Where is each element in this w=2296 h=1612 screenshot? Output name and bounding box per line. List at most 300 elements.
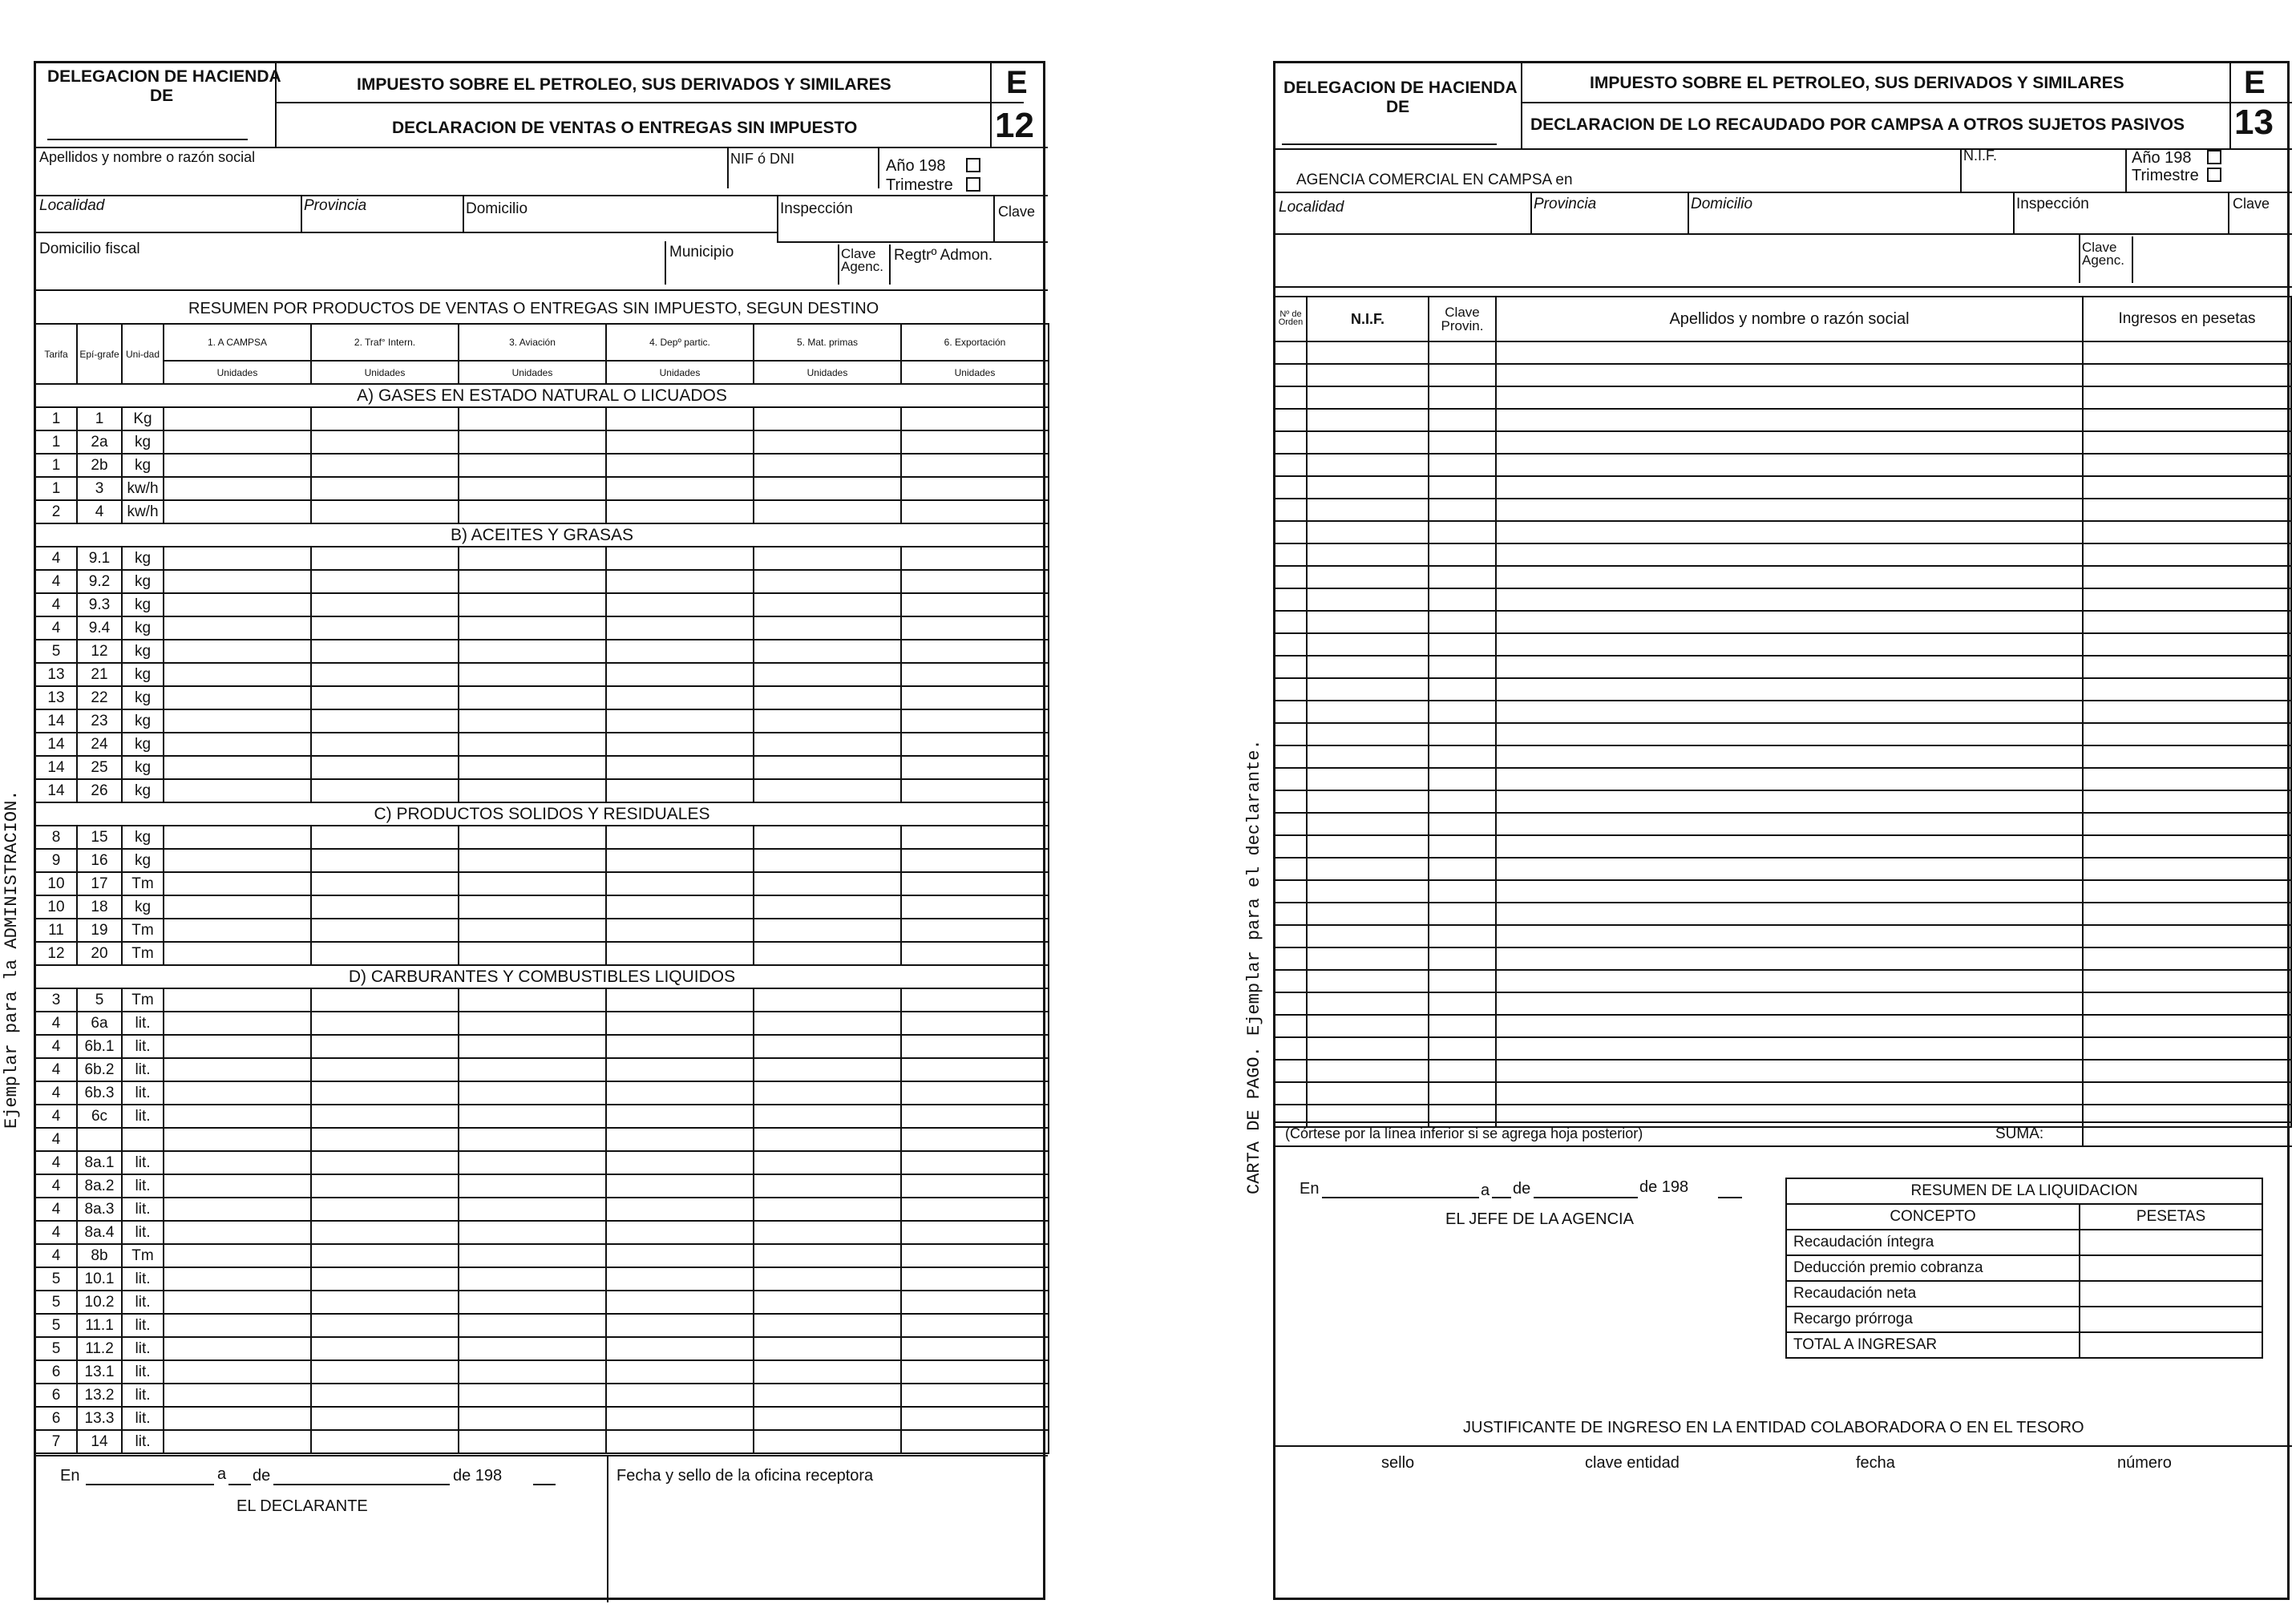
register-cell[interactable] [1275,386,1307,409]
quantity-cell[interactable] [459,593,606,616]
quantity-cell[interactable] [606,1081,754,1105]
register-cell[interactable] [1307,1082,1429,1105]
quantity-cell[interactable] [606,1012,754,1035]
quantity-cell[interactable] [754,872,901,895]
register-cell[interactable] [1429,588,1496,611]
register-cell[interactable] [1429,947,1496,970]
quantity-cell[interactable] [901,1128,1049,1151]
quantity-cell[interactable] [901,640,1049,663]
quantity-cell[interactable] [459,477,606,500]
quantity-cell[interactable] [754,1035,901,1058]
register-cell[interactable] [1496,858,2083,880]
register-cell[interactable] [1275,431,1307,454]
quantity-cell[interactable] [164,1105,311,1128]
quantity-cell[interactable] [901,1244,1049,1267]
register-cell[interactable] [1307,880,1429,903]
quantity-cell[interactable] [164,1267,311,1291]
register-cell[interactable] [1496,835,2083,858]
quantity-cell[interactable] [164,593,311,616]
register-cell[interactable] [1307,1105,1429,1127]
quantity-cell[interactable] [311,1337,459,1360]
quantity-cell[interactable] [606,872,754,895]
register-cell[interactable] [1275,745,1307,768]
quantity-cell[interactable] [459,895,606,919]
quantity-cell[interactable] [901,407,1049,430]
quantity-cell[interactable] [459,686,606,709]
quantity-cell[interactable] [606,1221,754,1244]
register-cell[interactable] [1429,386,1496,409]
quantity-cell[interactable] [311,640,459,663]
quantity-cell[interactable] [459,988,606,1012]
register-cell[interactable] [1496,992,2083,1015]
register-cell[interactable] [1429,835,1496,858]
quantity-cell[interactable] [164,407,311,430]
register-cell[interactable] [2083,386,2291,409]
register-cell[interactable] [1496,386,2083,409]
trimestre-checkbox[interactable] [2207,168,2221,182]
register-cell[interactable] [1275,1105,1307,1127]
quantity-cell[interactable] [459,616,606,640]
quantity-cell[interactable] [164,1035,311,1058]
register-cell[interactable] [1496,588,2083,611]
quantity-cell[interactable] [606,500,754,523]
register-cell[interactable] [1496,947,2083,970]
register-cell[interactable] [2083,813,2291,835]
quantity-cell[interactable] [754,477,901,500]
register-cell[interactable] [1429,476,1496,499]
quantity-cell[interactable] [606,733,754,756]
quantity-cell[interactable] [606,779,754,802]
register-cell[interactable] [1275,701,1307,723]
quantity-cell[interactable] [164,616,311,640]
quantity-cell[interactable] [311,430,459,454]
register-cell[interactable] [2083,768,2291,790]
quantity-cell[interactable] [164,1174,311,1198]
register-cell[interactable] [1275,970,1307,992]
quantity-cell[interactable] [311,895,459,919]
quantity-cell[interactable] [901,733,1049,756]
register-cell[interactable] [1307,768,1429,790]
register-cell[interactable] [1307,701,1429,723]
quantity-cell[interactable] [311,570,459,593]
register-cell[interactable] [1429,431,1496,454]
quantity-cell[interactable] [901,616,1049,640]
quantity-cell[interactable] [311,663,459,686]
register-cell[interactable] [2083,341,2291,364]
quantity-cell[interactable] [311,1151,459,1174]
register-cell[interactable] [2083,1082,2291,1105]
quantity-cell[interactable] [459,779,606,802]
register-cell[interactable] [1429,1105,1496,1127]
register-cell[interactable] [2083,880,2291,903]
register-cell[interactable] [1307,543,1429,566]
quantity-cell[interactable] [311,686,459,709]
quantity-cell[interactable] [459,1384,606,1407]
register-cell[interactable] [2083,431,2291,454]
quantity-cell[interactable] [459,1198,606,1221]
quantity-cell[interactable] [164,1128,311,1151]
quantity-cell[interactable] [459,709,606,733]
quantity-cell[interactable] [311,1314,459,1337]
quantity-cell[interactable] [606,709,754,733]
quantity-cell[interactable] [311,1221,459,1244]
quantity-cell[interactable] [311,779,459,802]
register-cell[interactable] [1307,454,1429,476]
quantity-cell[interactable] [754,1151,901,1174]
register-cell[interactable] [1275,1082,1307,1105]
register-cell[interactable] [2083,1060,2291,1082]
register-cell[interactable] [1496,701,2083,723]
quantity-cell[interactable] [901,1198,1049,1221]
quantity-cell[interactable] [164,686,311,709]
liq-pesetas-cell[interactable] [2080,1307,2262,1332]
quantity-cell[interactable] [164,942,311,965]
quantity-cell[interactable] [754,1012,901,1035]
quantity-cell[interactable] [459,1128,606,1151]
quantity-cell[interactable] [459,733,606,756]
register-cell[interactable] [2083,992,2291,1015]
quantity-cell[interactable] [311,1058,459,1081]
register-cell[interactable] [1496,409,2083,431]
register-cell[interactable] [1496,1015,2083,1037]
quantity-cell[interactable] [754,1105,901,1128]
register-cell[interactable] [1307,566,1429,588]
quantity-cell[interactable] [606,1430,754,1453]
quantity-cell[interactable] [754,454,901,477]
quantity-cell[interactable] [311,849,459,872]
quantity-cell[interactable] [459,1174,606,1198]
quantity-cell[interactable] [606,547,754,570]
quantity-cell[interactable] [311,1244,459,1267]
quantity-cell[interactable] [754,1291,901,1314]
register-cell[interactable] [1429,790,1496,813]
quantity-cell[interactable] [164,872,311,895]
quantity-cell[interactable] [311,1360,459,1384]
quantity-cell[interactable] [754,1407,901,1430]
register-cell[interactable] [1429,813,1496,835]
quantity-cell[interactable] [164,1081,311,1105]
quantity-cell[interactable] [754,686,901,709]
quantity-cell[interactable] [311,872,459,895]
register-cell[interactable] [1275,499,1307,521]
register-cell[interactable] [2083,566,2291,588]
quantity-cell[interactable] [754,1430,901,1453]
liq-pesetas-cell[interactable] [2080,1332,2262,1358]
quantity-cell[interactable] [606,593,754,616]
quantity-cell[interactable] [754,1198,901,1221]
liq-pesetas-cell[interactable] [2080,1281,2262,1307]
quantity-cell[interactable] [311,547,459,570]
quantity-cell[interactable] [901,1430,1049,1453]
quantity-cell[interactable] [459,849,606,872]
quantity-cell[interactable] [754,430,901,454]
register-cell[interactable] [1307,858,1429,880]
quantity-cell[interactable] [164,1314,311,1337]
register-cell[interactable] [1275,543,1307,566]
quantity-cell[interactable] [901,756,1049,779]
register-cell[interactable] [1429,454,1496,476]
ano-checkbox[interactable] [966,158,980,172]
register-cell[interactable] [1275,1037,1307,1060]
register-cell[interactable] [1275,723,1307,745]
quantity-cell[interactable] [311,407,459,430]
register-cell[interactable] [1275,835,1307,858]
quantity-cell[interactable] [606,1314,754,1337]
register-cell[interactable] [1429,409,1496,431]
quantity-cell[interactable] [164,1198,311,1221]
quantity-cell[interactable] [754,849,901,872]
register-cell[interactable] [2083,409,2291,431]
register-cell[interactable] [1307,947,1429,970]
register-cell[interactable] [2083,925,2291,947]
quantity-cell[interactable] [606,1360,754,1384]
quantity-cell[interactable] [754,663,901,686]
register-cell[interactable] [1307,1015,1429,1037]
register-cell[interactable] [1429,364,1496,386]
register-cell[interactable] [2083,1037,2291,1060]
liq-pesetas-cell[interactable] [2080,1230,2262,1255]
quantity-cell[interactable] [901,593,1049,616]
quantity-cell[interactable] [459,872,606,895]
quantity-cell[interactable] [311,1430,459,1453]
quantity-cell[interactable] [901,1314,1049,1337]
register-cell[interactable] [1496,768,2083,790]
quantity-cell[interactable] [754,500,901,523]
register-cell[interactable] [1496,1060,2083,1082]
quantity-cell[interactable] [606,686,754,709]
quantity-cell[interactable] [754,570,901,593]
quantity-cell[interactable] [459,1012,606,1035]
quantity-cell[interactable] [901,570,1049,593]
liq-pesetas-cell[interactable] [2080,1255,2262,1281]
quantity-cell[interactable] [164,756,311,779]
quantity-cell[interactable] [459,1151,606,1174]
quantity-cell[interactable] [164,1244,311,1267]
register-cell[interactable] [1429,745,1496,768]
quantity-cell[interactable] [901,1058,1049,1081]
register-cell[interactable] [1496,566,2083,588]
register-cell[interactable] [1275,880,1307,903]
register-cell[interactable] [2083,970,2291,992]
register-cell[interactable] [1429,903,1496,925]
register-cell[interactable] [1307,992,1429,1015]
quantity-cell[interactable] [901,1360,1049,1384]
register-cell[interactable] [1429,1060,1496,1082]
quantity-cell[interactable] [164,547,311,570]
quantity-cell[interactable] [459,1314,606,1337]
quantity-cell[interactable] [311,733,459,756]
quantity-cell[interactable] [164,1360,311,1384]
quantity-cell[interactable] [901,919,1049,942]
register-cell[interactable] [2083,499,2291,521]
quantity-cell[interactable] [459,1058,606,1081]
quantity-cell[interactable] [311,756,459,779]
quantity-cell[interactable] [606,756,754,779]
quantity-cell[interactable] [754,988,901,1012]
register-cell[interactable] [1307,409,1429,431]
register-cell[interactable] [1307,1060,1429,1082]
register-cell[interactable] [2083,947,2291,970]
quantity-cell[interactable] [901,477,1049,500]
quantity-cell[interactable] [754,1384,901,1407]
quantity-cell[interactable] [901,663,1049,686]
quantity-cell[interactable] [901,430,1049,454]
quantity-cell[interactable] [901,942,1049,965]
register-cell[interactable] [1429,633,1496,656]
quantity-cell[interactable] [311,1407,459,1430]
register-cell[interactable] [1275,813,1307,835]
register-cell[interactable] [2083,656,2291,678]
quantity-cell[interactable] [459,663,606,686]
quantity-cell[interactable] [311,477,459,500]
quantity-cell[interactable] [754,1221,901,1244]
quantity-cell[interactable] [754,756,901,779]
register-cell[interactable] [1307,813,1429,835]
register-cell[interactable] [1429,611,1496,633]
register-cell[interactable] [2083,543,2291,566]
quantity-cell[interactable] [754,779,901,802]
quantity-cell[interactable] [164,1384,311,1407]
quantity-cell[interactable] [311,1267,459,1291]
quantity-cell[interactable] [164,1291,311,1314]
quantity-cell[interactable] [754,942,901,965]
register-cell[interactable] [1275,678,1307,701]
register-cell[interactable] [1307,903,1429,925]
register-cell[interactable] [1307,678,1429,701]
quantity-cell[interactable] [606,1291,754,1314]
quantity-cell[interactable] [606,430,754,454]
quantity-cell[interactable] [606,454,754,477]
quantity-cell[interactable] [459,547,606,570]
quantity-cell[interactable] [754,1337,901,1360]
quantity-cell[interactable] [164,1151,311,1174]
register-cell[interactable] [1429,925,1496,947]
register-cell[interactable] [1429,992,1496,1015]
register-cell[interactable] [2083,701,2291,723]
register-cell[interactable] [1275,947,1307,970]
register-cell[interactable] [1496,1082,2083,1105]
register-cell[interactable] [1307,341,1429,364]
quantity-cell[interactable] [164,919,311,942]
quantity-cell[interactable] [164,988,311,1012]
quantity-cell[interactable] [901,1012,1049,1035]
register-cell[interactable] [1275,476,1307,499]
quantity-cell[interactable] [901,709,1049,733]
quantity-cell[interactable] [459,454,606,477]
register-cell[interactable] [1496,633,2083,656]
quantity-cell[interactable] [164,500,311,523]
register-cell[interactable] [1275,633,1307,656]
quantity-cell[interactable] [164,454,311,477]
quantity-cell[interactable] [901,1337,1049,1360]
quantity-cell[interactable] [606,919,754,942]
register-cell[interactable] [2083,633,2291,656]
quantity-cell[interactable] [459,1360,606,1384]
quantity-cell[interactable] [459,1105,606,1128]
quantity-cell[interactable] [901,779,1049,802]
register-cell[interactable] [1307,431,1429,454]
register-cell[interactable] [2083,1015,2291,1037]
quantity-cell[interactable] [459,1267,606,1291]
quantity-cell[interactable] [754,1081,901,1105]
quantity-cell[interactable] [901,872,1049,895]
quantity-cell[interactable] [459,826,606,849]
quantity-cell[interactable] [754,616,901,640]
quantity-cell[interactable] [901,826,1049,849]
quantity-cell[interactable] [459,1081,606,1105]
quantity-cell[interactable] [901,547,1049,570]
quantity-cell[interactable] [754,709,901,733]
register-cell[interactable] [1496,521,2083,543]
quantity-cell[interactable] [311,454,459,477]
quantity-cell[interactable] [459,756,606,779]
quantity-cell[interactable] [606,1337,754,1360]
quantity-cell[interactable] [311,1198,459,1221]
quantity-cell[interactable] [164,430,311,454]
register-cell[interactable] [1429,701,1496,723]
register-cell[interactable] [1307,386,1429,409]
quantity-cell[interactable] [164,663,311,686]
register-cell[interactable] [1275,454,1307,476]
register-cell[interactable] [1429,723,1496,745]
register-cell[interactable] [1275,1015,1307,1037]
register-cell[interactable] [2083,588,2291,611]
register-cell[interactable] [1429,341,1496,364]
register-cell[interactable] [1307,476,1429,499]
quantity-cell[interactable] [606,570,754,593]
quantity-cell[interactable] [606,895,754,919]
register-cell[interactable] [1275,1060,1307,1082]
register-cell[interactable] [1307,835,1429,858]
register-cell[interactable] [1275,341,1307,364]
register-cell[interactable] [1307,611,1429,633]
quantity-cell[interactable] [901,1384,1049,1407]
quantity-cell[interactable] [754,1174,901,1198]
register-cell[interactable] [1275,566,1307,588]
quantity-cell[interactable] [754,1244,901,1267]
quantity-cell[interactable] [606,1407,754,1430]
quantity-cell[interactable] [459,919,606,942]
quantity-cell[interactable] [901,454,1049,477]
quantity-cell[interactable] [459,1244,606,1267]
register-cell[interactable] [1496,1105,2083,1127]
trimestre-checkbox[interactable] [966,177,980,192]
register-cell[interactable] [1275,409,1307,431]
quantity-cell[interactable] [606,1151,754,1174]
register-cell[interactable] [1307,588,1429,611]
quantity-cell[interactable] [459,1035,606,1058]
register-cell[interactable] [1496,678,2083,701]
register-cell[interactable] [2083,745,2291,768]
register-cell[interactable] [2083,790,2291,813]
register-cell[interactable] [1275,611,1307,633]
register-cell[interactable] [2083,454,2291,476]
register-cell[interactable] [1429,656,1496,678]
register-cell[interactable] [1496,364,2083,386]
register-cell[interactable] [2083,521,2291,543]
quantity-cell[interactable] [164,709,311,733]
register-cell[interactable] [1307,364,1429,386]
quantity-cell[interactable] [459,1407,606,1430]
register-cell[interactable] [1429,678,1496,701]
quantity-cell[interactable] [901,500,1049,523]
quantity-cell[interactable] [901,988,1049,1012]
quantity-cell[interactable] [754,733,901,756]
register-cell[interactable] [1496,1037,2083,1060]
register-cell[interactable] [1307,633,1429,656]
quantity-cell[interactable] [754,1058,901,1081]
quantity-cell[interactable] [606,407,754,430]
